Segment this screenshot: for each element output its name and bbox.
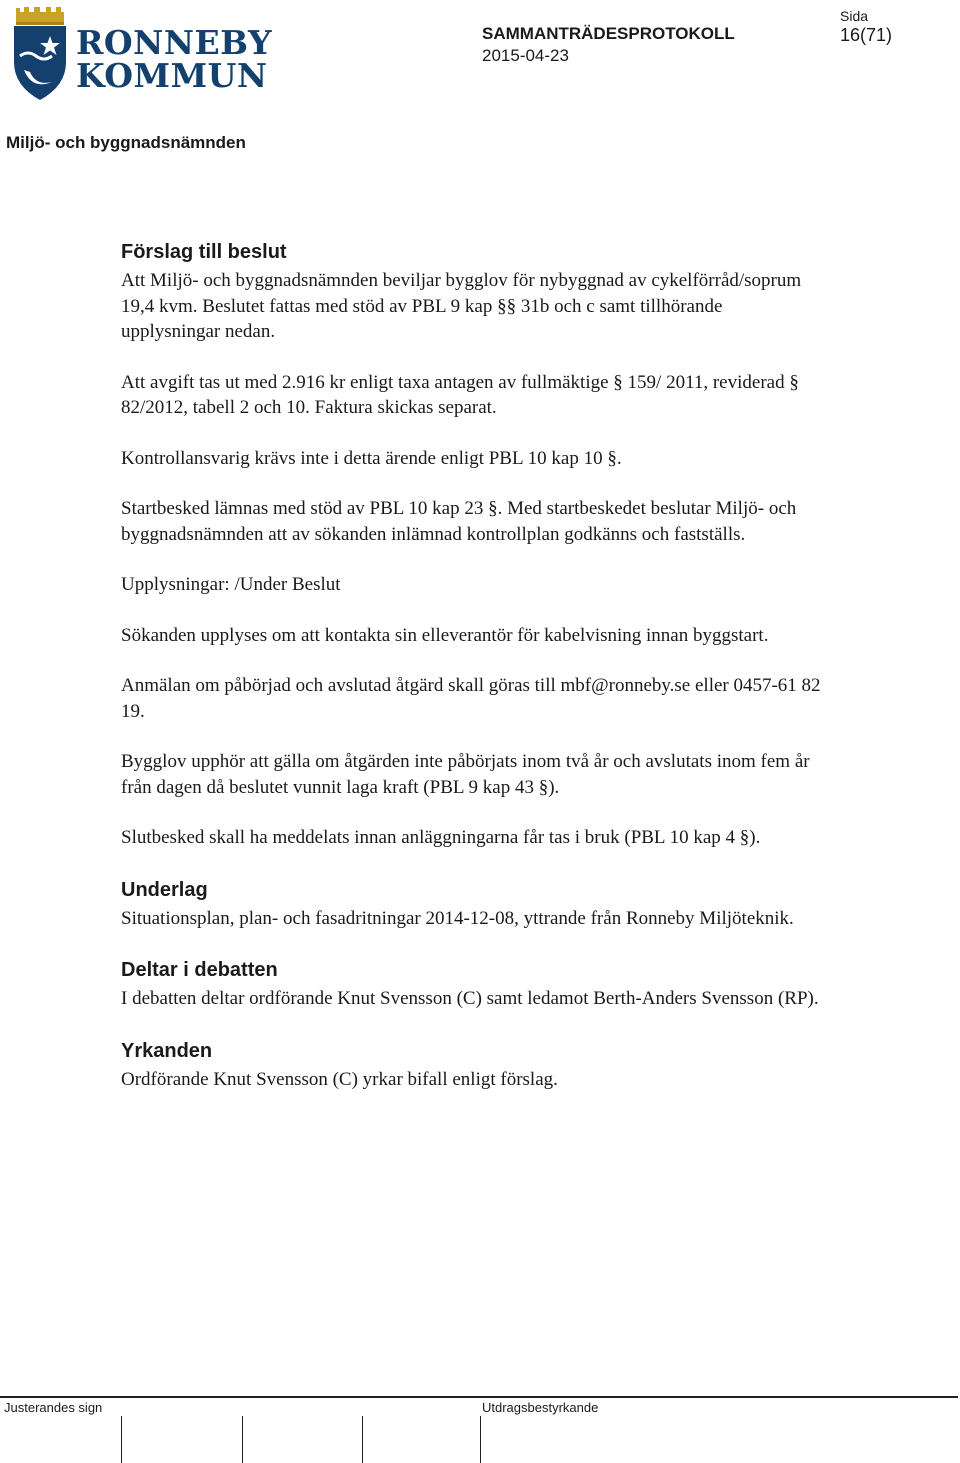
paragraph-decision: Att Miljö- och byggnadsnämnden beviljar bygglov för nybyggnad av cykelförråd/soprum 19,4 kvm. Beslutet fattas med stöd av PBL 9 kap §§ 31b och c samt tillhörande upplysningar nedan. [121,270,802,342]
heading-yrkanden: Yrkanden [121,1039,213,1062]
signature-box-divider [242,1416,243,1463]
footer-rule [0,1396,958,1398]
paragraph-bygglov-upphor: Bygglov upphör att gälla om åtgärden inte påbörjats inom två år och avslutats inom fem år från dagen då beslutet vunnit laga kraft (PBL 9 kap 43 §). [121,751,810,798]
paragraph-anmalan: Anmälan om påbörjad och avslutad åtgärd skall göras till mbf@ronneby.se eller 0457-61 82 19. [121,675,821,722]
signature-footer [0,1396,958,1463]
page-number: 16(71) [840,25,893,45]
paragraph-startbesked: Startbesked lämnas med stöd av PBL 10 kap 23 §. Med startbeskedet beslutar Miljö- och byggnadsnämnden att av sökanden inlämnad kontrollplan godkänns och fastställs. [121,498,797,545]
logo-line-2: KOMMUN [76,56,268,95]
paragraph-kontrollansvarig: Kontrollansvarig krävs inte i detta ärende enligt PBL 10 kap 10 §. [121,447,622,469]
paragraph-fee: Att avgift tas ut med 2.916 kr enligt taxa antagen av fullmäktige § 159/ 2011, reviderad § 82/2012, tabell 2 och 10. Faktura skickas separat. [121,371,799,418]
heading-forslag-till-beslut: Förslag till beslut [121,241,287,263]
logo-line-1: RONNEBY [76,23,273,62]
department-name: Miljö- och byggnadsnämnden [6,133,246,152]
document-title: SAMMANTRÄDESPROTOKOLL [482,24,735,43]
utdragsbestyrkande-label: Utdragsbestyrkande [482,1400,599,1415]
ronneby-kommun-logo [10,4,273,104]
document-date: 2015-04-23 [482,46,569,65]
signature-box-divider [480,1416,481,1463]
heading-underlag: Underlag [121,878,208,901]
paragraph-upplysningar: Upplysningar: /Under Beslut [121,574,341,595]
logo-text [76,23,273,95]
paragraph-debatt: I debatten deltar ordförande Knut Svensson (C) samt ledamot Berth-Anders Svensson (RP). [121,988,819,1009]
paragraph-yrkanden: Ordförande Knut Svensson (C) yrkar bifall enligt förslag. [121,1068,558,1090]
paragraph-kabelvisning: Sökanden upplyses om att kontakta sin elleverantör för kabelvisning innan byggstart. [121,624,769,646]
paragraph-slutbesked: Slutbesked skall ha meddelats innan anläggningarna får tas i bruk (PBL 10 kap 4 §). [121,827,761,848]
heading-deltar-i-debatten: Deltar i debatten [121,959,278,981]
signature-box-divider [121,1416,122,1463]
paragraph-underlag: Situationsplan, plan- och fasadritningar 2014-12-08, yttrande från Ronneby Miljöteknik. [121,907,794,929]
protocol-body [121,239,821,1092]
signature-box-divider [362,1416,363,1463]
justerandes-sign-label: Justerandes sign [4,1400,103,1415]
coat-of-arms-icon [10,4,70,104]
page-label: Sida [840,8,869,24]
